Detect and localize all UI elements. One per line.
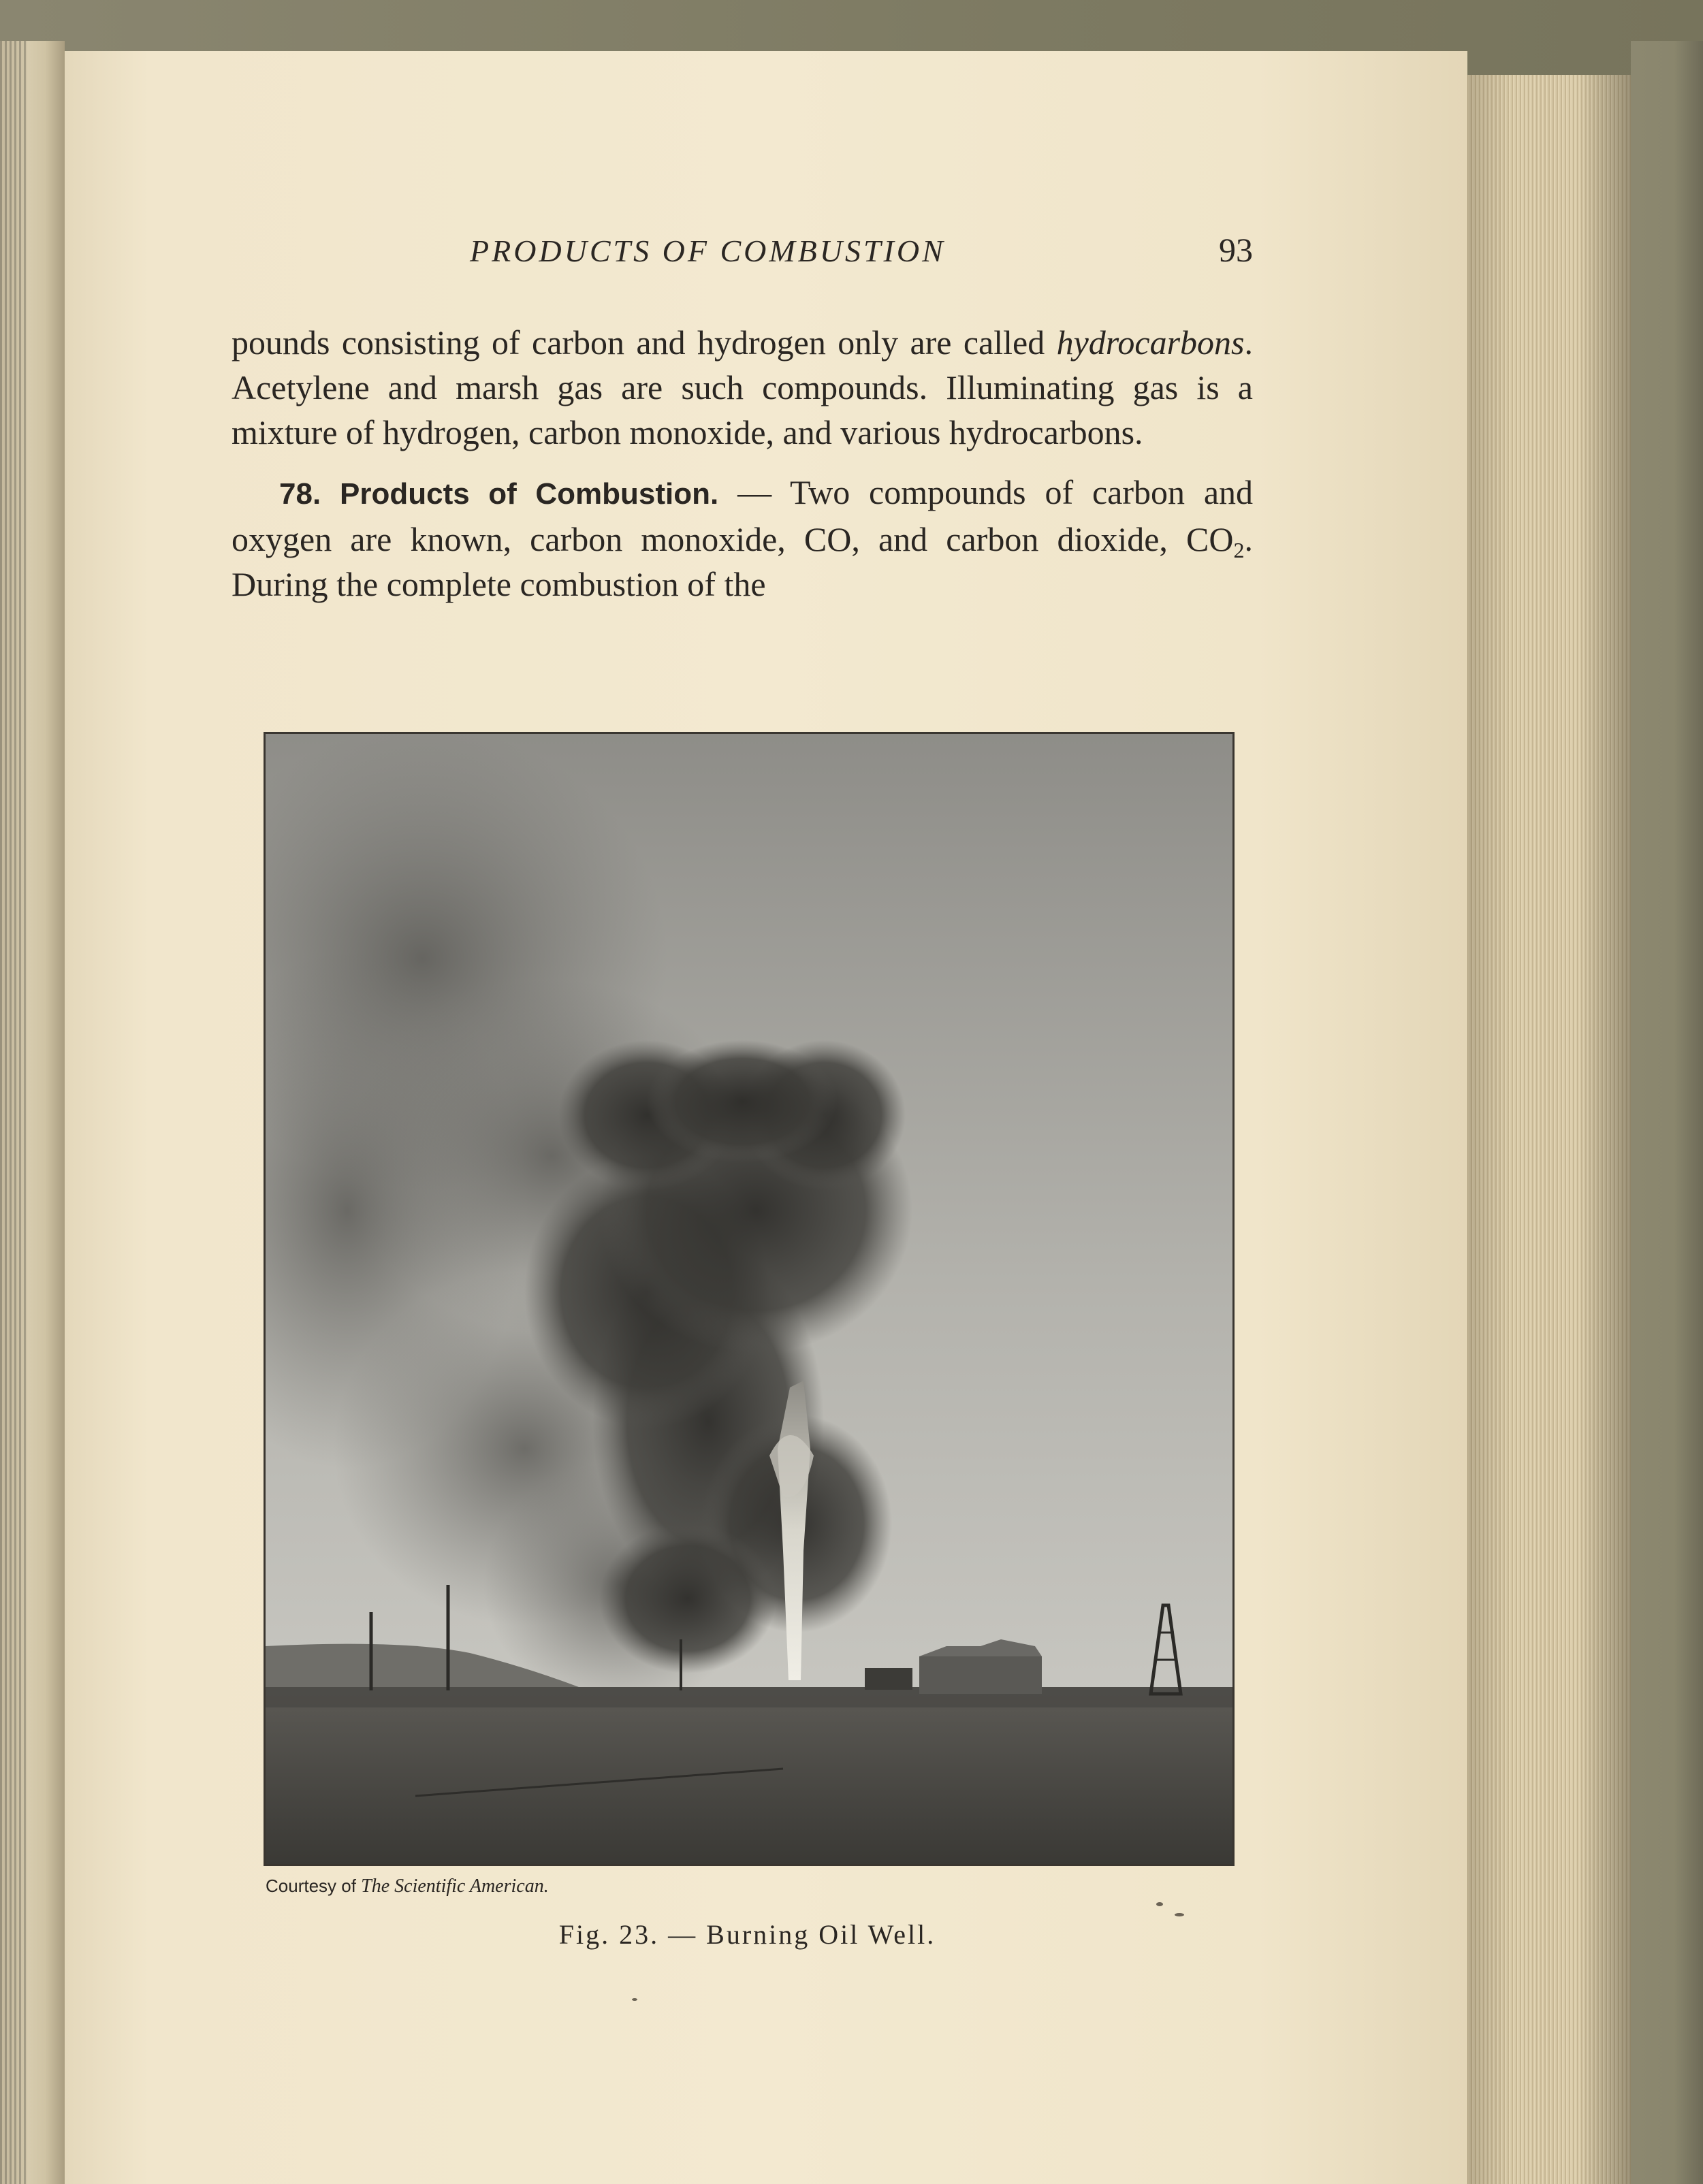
term-hydrocarbons: hydrocarbons [1056,323,1245,362]
subscript: 2 [1233,538,1245,562]
figure-burning-oil-well [264,732,1235,1866]
section-heading: Products of Combustion. [340,477,719,511]
book-cover-edge [1631,41,1703,2184]
page-number: 93 [1219,231,1253,269]
credit-prefix: Courtesy of [266,1876,362,1896]
page-header [232,233,1253,280]
figure-credit [266,1876,549,1897]
paragraph-text: . Acetylene and marsh gas are such compounds. Illuminating gas is a mixture of hydrogen, carbon monoxide, and various hydrocarbons. [232,323,1253,451]
paragraph-hydrocarbons [232,320,1253,455]
section-number: 78. [279,477,321,511]
figure-caption: Fig. 23. — Burning Oil Well. [558,1919,936,1950]
running-head: PRODUCTS OF COMBUSTION [470,234,946,268]
credit-source: The Scientific American. [361,1876,549,1897]
paragraph-text: . During the complete combustion of the [232,520,1253,603]
burning-oil-well-photo [266,734,1232,1864]
paper-speck [1175,1913,1184,1916]
paragraph-text: — Two compounds of carbon and oxygen are known, carbon monoxide, CO, and carbon dioxide, CO [232,473,1254,558]
paragraph-products-of-combustion [232,470,1253,607]
page-stack-shade [1457,75,1631,2184]
body-text [232,320,1253,607]
left-binding [0,41,27,2184]
paper-speck [1156,1902,1163,1906]
paper-speck [632,1998,637,2001]
paragraph-text: pounds consisting of carbon and hydrogen only are called [232,323,1057,362]
